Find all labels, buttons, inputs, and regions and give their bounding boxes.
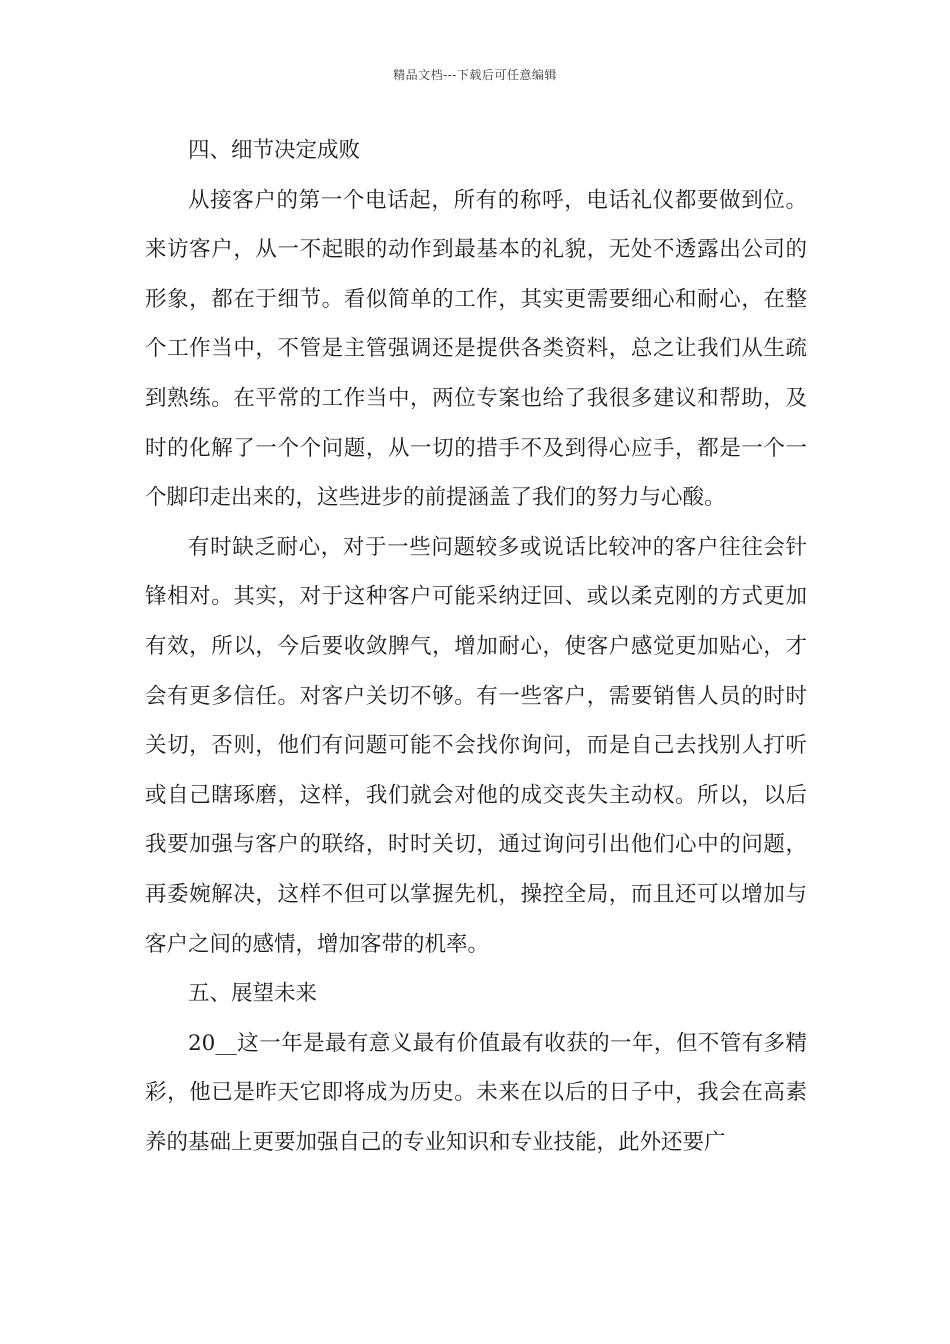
section-heading-details: 四、细节决定成败 [188,138,361,163]
paragraph-future: 20__这一年是最有意义最有价值最有收获的一年，但不管有多精彩，他已是昨天它即将成为历史。未来在以后的日子中，我会在高素养的基础上更要加强自己的专业知识和专业技能，此外还要广 [145,1030,807,1155]
section-heading-future: 五、展望未来 [188,981,318,1007]
document-body [145,126,807,1167]
paragraph-details: 从接客户的第一个电话起，所有的称呼，电话礼仪都要做到位。来访客户，从一不起眼的动作到最基本的礼貌，无处不透露出公司的形象，都在于细节。看似简单的工作，其实更需要细心和耐心，在整个工作当中，不管是主管强调还是提供各类资料，总之让我们从生疏到熟练。在平常的工作当中，两位专案也给了我很多建议和帮助，及时的化解了一个个问题，从一切的措手不及到得心应手，都是一个一个脚印走出来的，这些进步的前提涵盖了我们的努力与心酸。 [145,187,807,511]
paragraph-patience: 有时缺乏耐心，对于一些问题较多或说话比较冲的客户往往会针锋相对。其实，对于这种客户可能采纳迂回、或以柔克刚的方式更加有效，所以，今后要收敛脾气，增加耐心，使客户感觉更加贴心，才会有更多信任。对客户关切不够。有一些客户，需要销售人员的时时关切，否则，他们有问题可能不会找你询问，而是自己去找别人打听或自己瞎琢磨，这样，我们就会对他的成交丧失主动权。所以，以后我要加强与客户的联络，时时关切，通过询问引出他们心中的问题，再委婉解决，这样不但可以掌握先机，操控全局，而且还可以增加与客户之间的感情，增加客带的机率。 [145,534,807,957]
page-header: 精品文档---下载后可任意编辑 [393,68,557,82]
